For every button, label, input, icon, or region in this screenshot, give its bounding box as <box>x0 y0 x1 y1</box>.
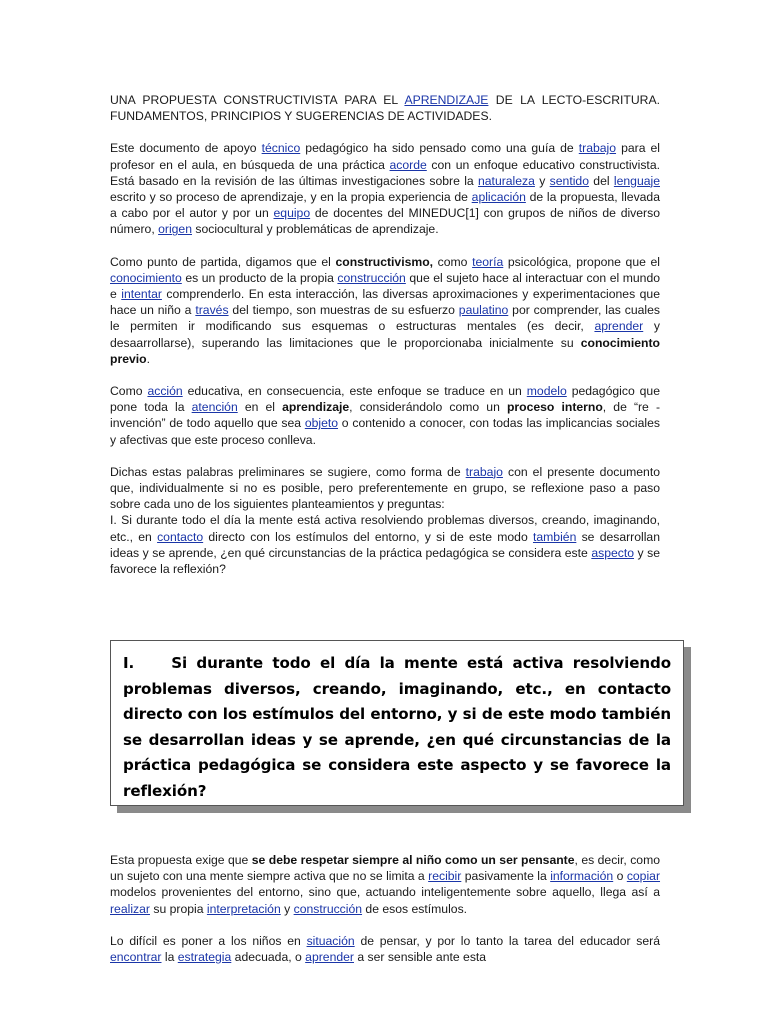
document-body-continued <box>110 852 660 981</box>
bold-text: conocimiento previo <box>110 335 660 366</box>
title-text: DE LA LECTO-ESCRITURA. FUNDAMENTOS, PRINCIPIOS Y SUGERENCIAS DE ACTIVIDADES. <box>110 93 660 124</box>
link-informacion[interactable]: información <box>550 869 614 884</box>
paragraph-constructivismo <box>110 254 660 367</box>
paragraph-palabras-preliminares <box>110 464 660 513</box>
link-copiar[interactable]: copiar <box>626 869 661 884</box>
bold-text: se debe respetar siempre al niño como un ser pensante <box>251 853 575 867</box>
link-modelo[interactable]: modelo <box>526 384 567 399</box>
text: Lo difícil es poner a los niños en <box>110 933 307 948</box>
link-paulatino[interactable]: paulatino <box>458 303 509 318</box>
link-construccion[interactable]: construcción <box>337 270 406 285</box>
link-contacto[interactable]: contacto <box>157 529 204 544</box>
link-estrategia[interactable]: estrategia <box>177 950 232 965</box>
bold-text: aprendizaje <box>282 400 350 415</box>
text: de docentes del MINEDUC[1] con grupos de niños de diverso número, <box>110 206 660 237</box>
bold-text: constructivismo, <box>335 254 434 269</box>
text: de pensar, y por lo tanto la tarea del educador será <box>354 933 660 948</box>
paragraph-intro <box>110 140 660 237</box>
text: modelos provenientes del entorno, sino que, actuando inteligentemente sobre aquello, llega así a <box>110 885 660 900</box>
text: directo con los estímulos del entorno, y si de este modo <box>203 529 533 544</box>
text: y <box>534 173 550 188</box>
link-aspecto[interactable]: aspecto <box>591 545 635 560</box>
link-aprender[interactable]: aprender <box>594 319 644 334</box>
link-tambien[interactable]: también <box>532 529 577 544</box>
text: . <box>146 351 150 366</box>
link-trabajo[interactable]: trabajo <box>578 141 617 156</box>
question-callout-box <box>110 640 684 806</box>
link-naturaleza[interactable]: naturaleza <box>478 173 535 188</box>
link-aprendizaje[interactable]: APRENDIZAJE <box>404 93 489 107</box>
link-tecnico[interactable]: técnico <box>261 141 301 156</box>
link-equipo[interactable]: equipo <box>273 206 311 221</box>
link-objeto[interactable]: objeto <box>304 416 339 431</box>
text: su propia <box>149 901 207 916</box>
text: que el sujeto hace al interactuar con el mundo e <box>110 270 660 302</box>
text: sociocultural y problemáticas de aprendizaje. <box>192 222 439 237</box>
paragraph-accion-educativa <box>110 383 660 448</box>
text: Como punto de partida, digamos que el <box>110 254 336 269</box>
text: psicológica, propone que el <box>503 254 660 269</box>
text: a ser sensible ante esta <box>353 950 487 965</box>
text: con un enfoque educativo constructivista. Está basado en la revisión de las últimas investigaciones sobre la <box>110 157 660 188</box>
text: Este documento de apoyo <box>110 141 262 156</box>
text: , considerándolo como un <box>349 400 507 415</box>
text: en el <box>237 400 283 415</box>
text: como <box>433 254 473 269</box>
text: comprenderlo. En esta interacción, las diversas aproximaciones y experimentaciones que hace un niño a <box>110 287 660 318</box>
link-atencion[interactable]: atención <box>191 400 238 415</box>
link-origen[interactable]: origen <box>158 222 192 237</box>
text: educativa, en consecuencia, este enfoque se traduce en un <box>182 384 527 399</box>
link-traves[interactable]: través <box>195 303 229 318</box>
link-sentido[interactable]: sentido <box>549 173 589 188</box>
bold-text: proceso interno <box>506 400 603 415</box>
text: Esta propuesta exige que <box>110 853 252 867</box>
link-acorde[interactable]: acorde <box>389 157 427 172</box>
document-title <box>110 92 660 124</box>
link-situacion[interactable]: situación <box>306 933 355 948</box>
text: , es decir, como un sujeto con una mente siempre activa que no se limita a <box>110 853 660 884</box>
text: I. Si durante todo el día la mente está activa resolviendo problemas diversos, creando, imaginando, etc., en <box>110 513 660 544</box>
text: la <box>161 950 178 965</box>
text: del <box>588 173 614 188</box>
text: de esos estímulos. <box>362 901 468 916</box>
text: pedagógico ha sido pensado como una guía de <box>300 141 579 156</box>
link-trabajo[interactable]: trabajo <box>465 464 503 479</box>
link-aplicacion[interactable]: aplicación <box>471 190 526 205</box>
callout-text: I. Si durante todo el día la mente está activa resolviendo problemas diversos, creando, imaginando, etc., en contacto directo con los estímulos del entorno, y si de este modo también se desarrollan ideas y se aprende, ¿en qué circunstancias de la práctica pedagógica se considera este aspecto y se favorece la reflexión? <box>123 654 677 800</box>
text: por comprender, las cuales le permiten ir modificando sus esquemas o estructuras mentales (es decir, <box>110 303 660 334</box>
text: escrito y so proceso de aprendizaje, y en la propia experiencia de <box>110 190 472 205</box>
link-recibir[interactable]: recibir <box>428 869 462 884</box>
text: Como <box>110 384 148 399</box>
link-encontrar[interactable]: encontrar <box>110 950 162 965</box>
paragraph-situacion <box>110 933 660 965</box>
link-accion[interactable]: acción <box>147 384 183 399</box>
paragraph-question-one <box>110 512 660 577</box>
text: o <box>613 869 627 884</box>
text: con el presente documento que, individualmente si no es posible, pero preferentemente en grupo, se reflexione paso a paso sobre cada uno de los siguientes planteamientos y preguntas: <box>110 464 660 512</box>
text: pasivamente la <box>461 869 551 884</box>
link-intentar[interactable]: intentar <box>121 287 162 302</box>
title-text: UNA PROPUESTA CONSTRUCTIVISTA PARA EL <box>110 93 405 107</box>
text: de la propuesta, llevada a cabo por el autor y por un <box>110 190 660 221</box>
link-lenguaje[interactable]: lenguaje <box>613 173 660 188</box>
text: y <box>280 901 294 916</box>
link-conocimiento[interactable]: conocimiento <box>110 270 182 285</box>
link-aprender[interactable]: aprender <box>305 950 354 965</box>
text: , de “re - invención” de todo aquello que sea <box>110 400 661 431</box>
link-interpretacion[interactable]: interpretación <box>206 901 281 916</box>
text: para el profesor en el aula, en búsqueda de una práctica <box>110 141 660 172</box>
text: adecuada, o <box>231 950 306 965</box>
text: y se favorece la reflexión? <box>110 545 660 577</box>
text: o contenido a conocer, con todas las implicancias sociales y afectivas que este proceso conlleva. <box>110 416 660 447</box>
document-body <box>110 92 660 593</box>
text: Dichas estas palabras preliminares se sugiere, como forma de <box>110 464 466 479</box>
text: se desarrollan ideas y se aprende, ¿en qué circunstancias de la práctica pedagógica se considera este <box>110 529 660 560</box>
text: pedagógico que pone toda la <box>110 384 660 415</box>
paragraph-ser-pensante <box>110 852 660 917</box>
text: y desaarrollarse), superando las limitaciones que le proporcionaba inicialmente su <box>110 319 660 350</box>
text: es un producto de la propia <box>181 270 338 285</box>
link-realizar[interactable]: realizar <box>110 901 150 916</box>
link-teoria[interactable]: teoría <box>472 254 504 269</box>
link-construccion[interactable]: construcción <box>293 901 363 916</box>
text: del tiempo, son muestras de su esfuerzo <box>228 303 459 318</box>
